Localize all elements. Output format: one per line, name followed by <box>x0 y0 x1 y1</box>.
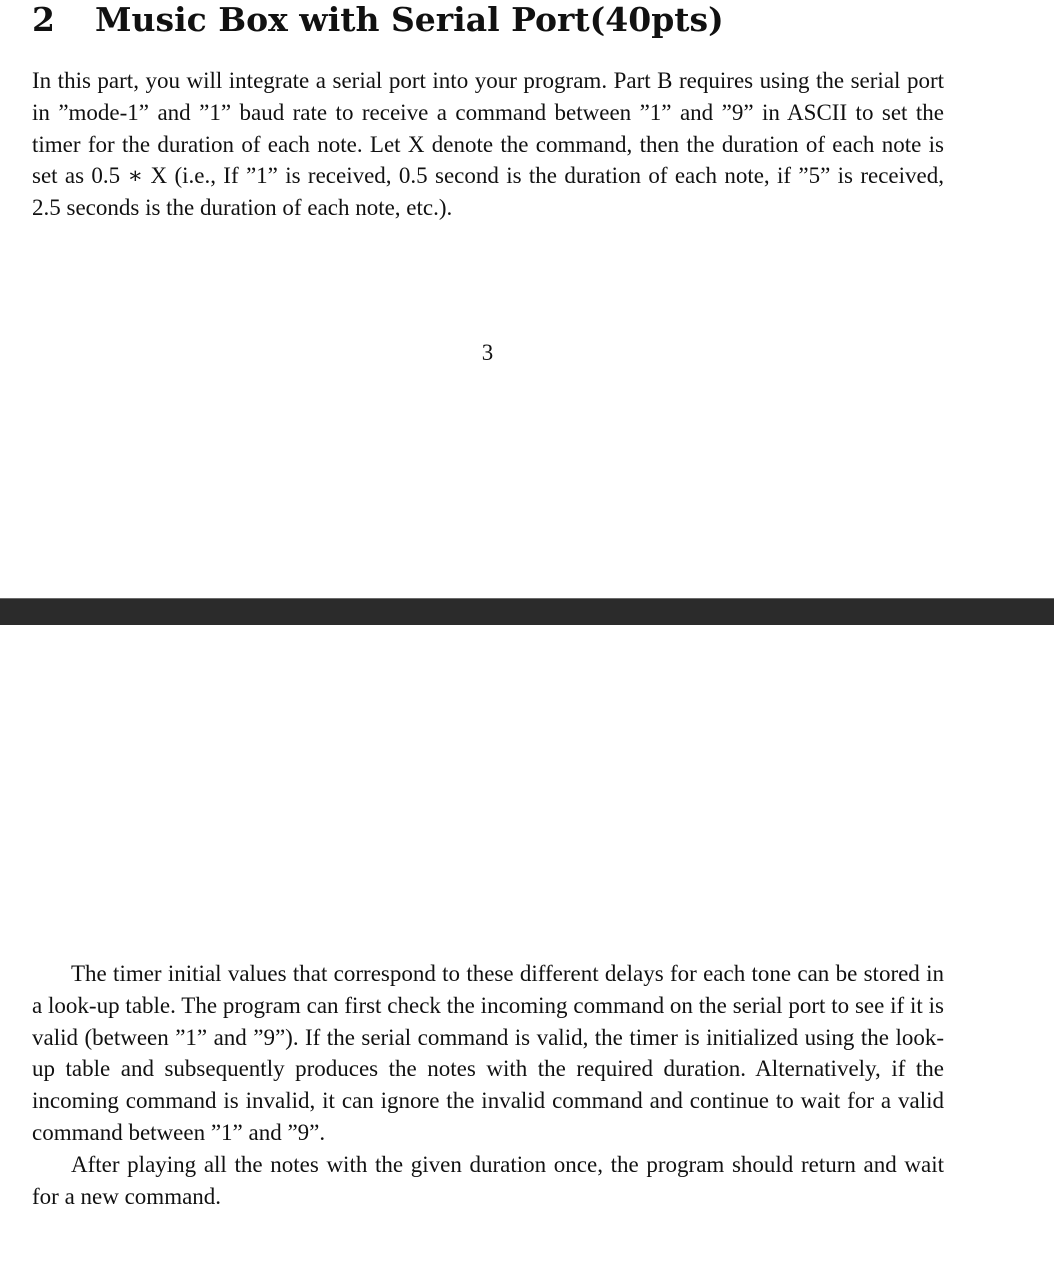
page-number: 3 <box>481 340 494 365</box>
lookup-table-paragraph: The timer initial values that correspond to these different delays for each tone can be stored in a look-up table. The program can first check the incoming command on the serial port to see if it is valid (between ”1” and ”9”). If the serial command is valid, the timer is initialized using the look-up table and subsequently produces the notes with the required duration. Alternatively, if the incoming command is invalid, it can ignore the invalid command and continue to wait for a valid command between ”1” and ”9”. <box>32 961 944 1145</box>
section-heading <box>32 0 724 42</box>
intro-paragraph: In this part, you will integrate a serial port into your program. Part B requires using the serial port in ”mode-1” and ”1” baud rate to receive a command between ”1” and ”9” in ASCII to set the timer for the duration of each note. Let X denote the command, then the duration of each note is set as 0.5 ∗ X (i.e., If ”1” is received, 0.5 second is the duration of each note, if ”5” is received, 2.5 seconds is the duration of each note, etc.). <box>32 68 944 221</box>
document-page-upper <box>0 0 1054 598</box>
page-separator <box>0 598 1054 625</box>
section-number: 2 <box>32 0 55 39</box>
continuation-paragraph-block <box>32 958 944 1212</box>
intro-paragraph-block <box>32 65 944 224</box>
section-title: Music Box with Serial Port(40pts) <box>95 0 724 39</box>
return-paragraph: After playing all the notes with the given duration once, the program should return and wait for a new command. <box>32 1151 944 1209</box>
